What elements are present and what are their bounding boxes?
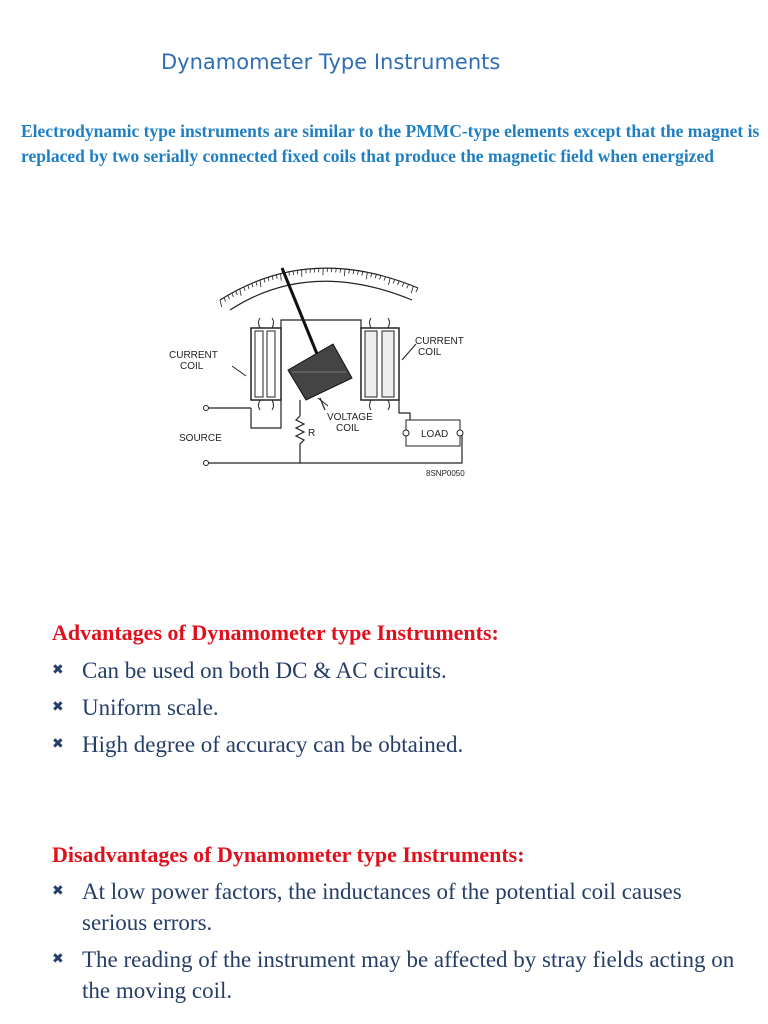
resistor — [296, 416, 304, 453]
scale-tick — [220, 300, 222, 307]
label-voltage-coil-1: VOLTAGE — [327, 412, 373, 423]
scale-tick — [268, 277, 269, 281]
scale-tick — [244, 287, 245, 291]
list-item-text: Can be used on both DC & AC circuits. — [82, 658, 447, 683]
scale-tick — [256, 282, 257, 286]
cross-bullet-icon: ✖ — [52, 662, 64, 678]
scale-tick — [349, 269, 350, 273]
label-current-coil-left-1: CURRENT — [169, 350, 218, 361]
disadvantages-heading: Disadvantages of Dynamometer type Instruments: — [52, 842, 525, 867]
label-load: LOAD — [421, 429, 449, 440]
label-resistor: R — [308, 428, 316, 439]
scale-tick — [344, 269, 345, 276]
scale-tick — [393, 279, 395, 283]
intro-paragraph: Electrodynamic type instruments are similar to the PMMC-type elements except that the magnet is replaced by two serially connected fixed coils that produce the magnetic field when energized — [21, 121, 760, 166]
scale-tick — [240, 289, 241, 296]
scale-tick — [357, 271, 358, 275]
cross-bullet-icon: ✖ — [52, 951, 64, 967]
list-item — [52, 655, 752, 686]
list-item — [52, 944, 752, 1006]
advantages-heading: Advantages of Dynamometer type Instruments: — [52, 620, 499, 645]
scale-tick — [336, 268, 337, 272]
left-current-coil — [251, 318, 281, 410]
scale-tick — [224, 298, 226, 302]
scale-tick — [228, 295, 230, 299]
label-figure-code: 8SNP0050 — [426, 469, 465, 478]
cross-bullet-icon: ✖ — [52, 736, 64, 752]
scale-tick — [384, 277, 386, 281]
scale-tick — [407, 284, 409, 288]
scale-tick — [398, 281, 400, 285]
list-item — [52, 692, 752, 723]
voltage-coil — [288, 344, 352, 400]
list-item-text: At low power factors, the inductances of the potential coil causes serious errors. — [82, 879, 682, 935]
scale-tick — [389, 278, 391, 285]
scale-tick — [402, 283, 404, 287]
scale-tick — [276, 275, 277, 279]
scale-tick — [252, 283, 253, 287]
list-item-text: Uniform scale. — [82, 695, 219, 720]
meter-scale — [220, 268, 418, 310]
dynamometer-circuit-diagram — [150, 248, 480, 483]
scale-tick — [248, 285, 249, 289]
scale-tick — [375, 274, 376, 278]
scale-tick — [264, 279, 265, 283]
right-current-coil — [361, 318, 399, 410]
list-item — [52, 876, 752, 938]
label-voltage-coil-2: COIL — [336, 423, 360, 434]
scale-tick — [411, 286, 413, 293]
list-item — [52, 729, 752, 760]
scale-tick — [371, 273, 372, 277]
scale-tick — [236, 291, 237, 295]
label-source: SOURCE — [179, 433, 222, 444]
label-current-coil-right-1: CURRENT — [415, 336, 464, 347]
disadvantages-list — [52, 876, 752, 1012]
cross-bullet-icon: ✖ — [52, 883, 64, 899]
scale-tick — [272, 276, 273, 280]
scale-tick — [380, 275, 381, 279]
list-item-text: The reading of the instrument may be affected by stray fields acting on the moving coil. — [82, 947, 735, 1003]
page-title: Dynamometer Type Instruments — [161, 50, 501, 74]
scale-tick — [232, 293, 234, 297]
scale-tick — [362, 271, 363, 275]
scale-tick — [281, 274, 282, 281]
scale-tick — [416, 288, 418, 292]
list-item-text: High degree of accuracy can be obtained. — [82, 732, 464, 757]
label-current-coil-left-2: COIL — [180, 361, 204, 372]
scale-tick — [340, 269, 341, 273]
scale-tick — [260, 280, 261, 287]
scale-tick — [366, 272, 367, 279]
cross-bullet-icon: ✖ — [52, 699, 64, 715]
advantages-list — [52, 655, 752, 766]
label-current-coil-right-2: COIL — [418, 347, 442, 358]
scale-tick — [353, 270, 354, 274]
